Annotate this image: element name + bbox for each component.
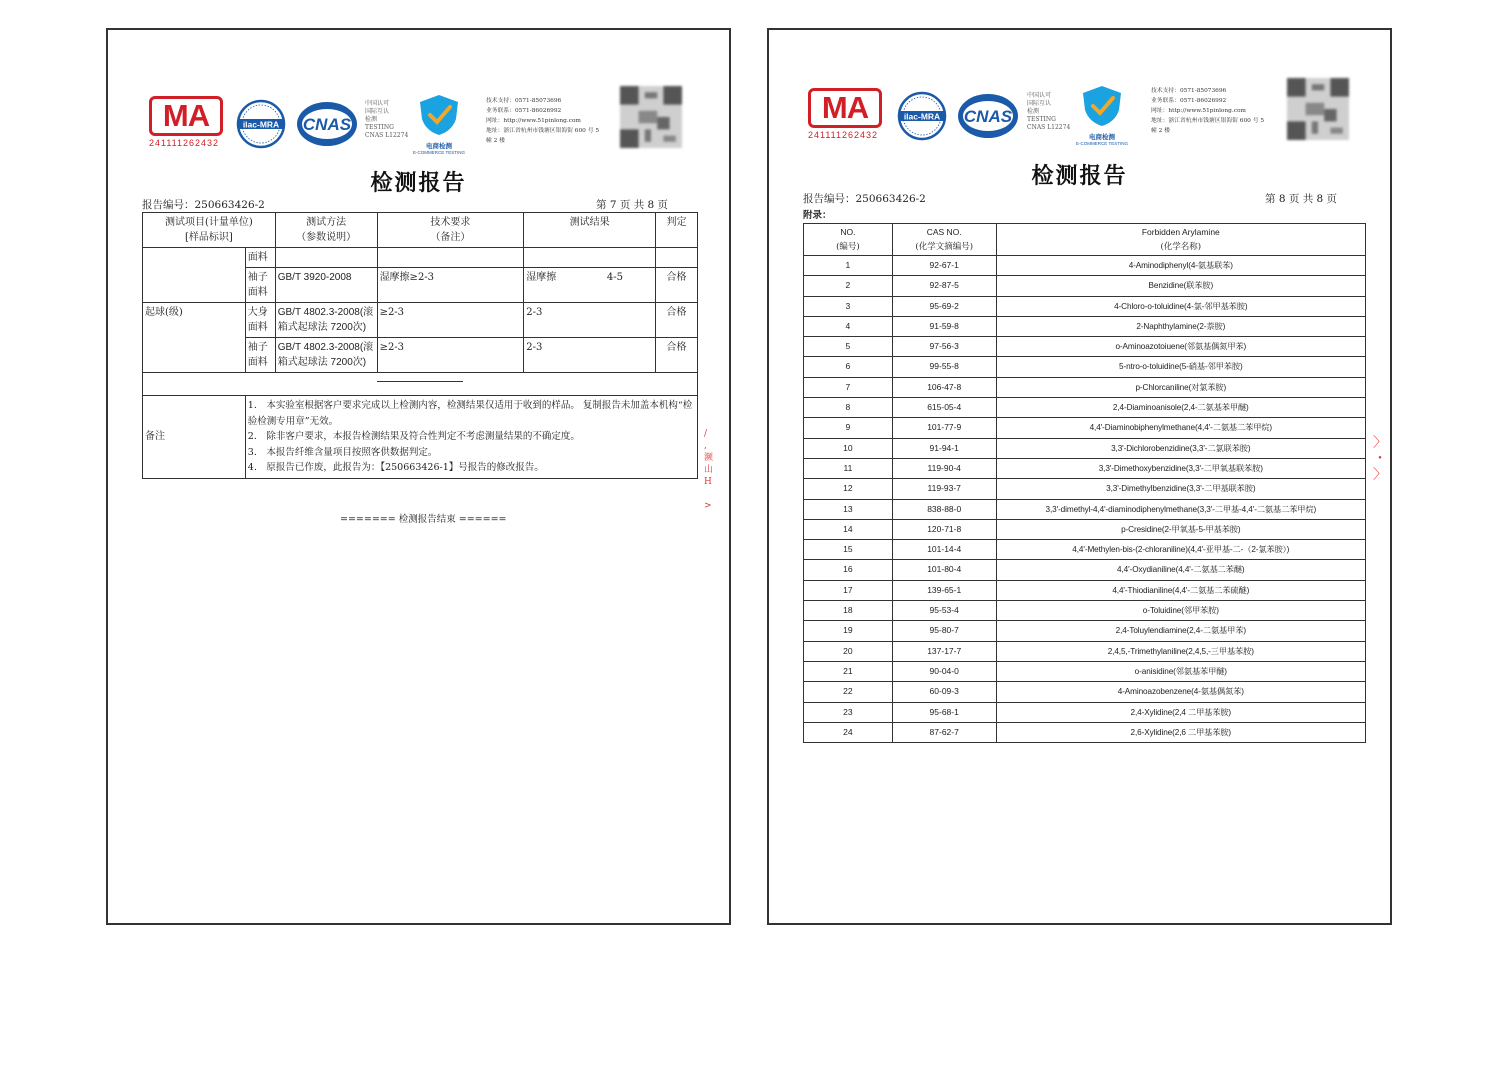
cell-no: 7 <box>804 377 893 397</box>
cell-name: 3,3'-Dimethylbenzidine(3,3'-二甲基联苯胺) <box>996 479 1365 499</box>
cell-cas: 106-47-8 <box>892 377 996 397</box>
page-info: 第 7 页 共 8 页 <box>596 199 669 211</box>
remarks-row: 备注 1. 本实验室根据客户要求完成以上检测内容，检测结果仅适用于收到的样品。 复制报告未加盖本机构“检验检测专用章”无效。 2. 除非客户要求，本报告检测结果及符合性判定不考虑测量结果的不确定度。 3. 本报告纤维含量项目按照客供数据判定。 4. 原报告已作废，此报告为：【250663426-1】号报告的修改报告。 <box>143 396 698 479</box>
cell-name: 2-Naphthylamine(2-萘胺) <box>996 316 1365 336</box>
cell-name: p-Cresidine(2-甲氧基-5-甲基苯胺) <box>996 519 1365 539</box>
cell-name: o-Toluidine(邻甲苯胺) <box>996 601 1365 621</box>
table-row <box>804 296 1366 316</box>
cell-no: 1 <box>804 256 893 276</box>
table-row <box>804 479 1366 499</box>
separator-row <box>143 373 698 396</box>
cell-cas: 91-59-8 <box>892 316 996 336</box>
cell-cas: 99-55-8 <box>892 357 996 377</box>
ilac-mra-logo <box>897 91 947 141</box>
cell-no: 22 <box>804 682 893 702</box>
cell-name: 4-Chloro-o-toluidine(4-氯-邻甲基苯胺) <box>996 296 1365 316</box>
remarks-text: 1. 本实验室根据客户要求完成以上检测内容，检测结果仅适用于收到的样品。 复制报告未加盖本机构“检验检测专用章”无效。 2. 除非客户要求，本报告检测结果及符合性判定不考虑测量结果的不确定度。 3. 本报告纤维含量项目按照客供数据判定。 4. 原报告已作废，此报告为：【250663426-1】号报告的修改报告。 <box>245 396 697 479</box>
table-row <box>804 560 1366 580</box>
cell-no: 21 <box>804 661 893 681</box>
table-row <box>804 418 1366 438</box>
cell-cas: 101-14-4 <box>892 540 996 560</box>
report-number: 报告编号：250663426-2 <box>803 193 926 205</box>
cnas-logo <box>295 99 359 149</box>
appendix-label: 附录： <box>803 210 832 221</box>
cell-name: 4,4'-Diaminobiphenylmethane(4,4'-二氨基二苯甲烷) <box>996 418 1365 438</box>
cell-name: o-Aminoazotoiuene(邻氨基偶氮甲苯) <box>996 337 1365 357</box>
cell-cas: 119-93-7 <box>892 479 996 499</box>
table-row <box>804 621 1366 641</box>
table-row: 袖子面料 GB/T 3920-2008 湿摩擦≥2-3 湿摩擦 4-5 合格 <box>143 268 698 303</box>
ilac-mra-logo <box>236 99 286 149</box>
table-row <box>804 641 1366 661</box>
cell-no: 20 <box>804 641 893 661</box>
cell-name: 3,3'-Dichlorobenzidine(3,3'-二氯联苯胺) <box>996 438 1365 458</box>
table-row <box>804 682 1366 702</box>
cell-no: 19 <box>804 621 893 641</box>
cell-no: 5 <box>804 337 893 357</box>
arylamine-table <box>803 223 1366 743</box>
cell-cas: 60-09-3 <box>892 682 996 702</box>
cell-no: 10 <box>804 438 893 458</box>
table-row <box>804 702 1366 722</box>
page-info: 第 8 页 共 8 页 <box>1265 193 1338 205</box>
cell-name: Benzidine(联苯胺) <box>996 276 1365 296</box>
cell-no: 18 <box>804 601 893 621</box>
divider <box>377 381 463 382</box>
test-results-table <box>142 212 698 479</box>
page-title: 检测报告 <box>1031 163 1128 189</box>
cell-cas: 119-90-4 <box>892 458 996 478</box>
cell-no: 17 <box>804 580 893 600</box>
cell-cas: 92-67-1 <box>892 256 996 276</box>
cell-cas: 101-80-4 <box>892 560 996 580</box>
table-row: 面料 <box>143 248 698 268</box>
table-row <box>804 256 1366 276</box>
table-row <box>804 540 1366 560</box>
shield-check-icon <box>1071 84 1133 128</box>
svg-text:ilac-MRA: ilac-MRA <box>903 111 941 122</box>
cma-logo: MA 241111262432 <box>149 96 227 148</box>
table-row: 袖子面料 GB/T 4802.3-2008(滚箱式起球法 7200次) ≥2-3 2-3 合格 <box>143 338 698 373</box>
cell-name: 3,3'-dimethyl-4,4'-diaminodiphenylmethane(3,3'-二甲基-4,4'-二氨基二苯甲烷) <box>996 499 1365 519</box>
table-row <box>804 722 1366 742</box>
cell-name: 3,3'-Dimethoxybenzidine(3,3'-二甲氧基联苯胺) <box>996 458 1365 478</box>
cell-no: 16 <box>804 560 893 580</box>
cell-cas: 120-71-8 <box>892 519 996 539</box>
cell-cas: 101-77-9 <box>892 418 996 438</box>
shield-check-icon <box>408 93 470 137</box>
contact-info: 技术支持：0571-85073696 业务联系：0571-86026992 网址：http://www.51pinlong.com 地址：浙江省杭州市钱塘区银海街 600 号 5 幢 2 楼 <box>1151 88 1265 134</box>
cell-name: o-anisidine(邻氨基苯甲醚) <box>996 661 1365 681</box>
cell-cas: 139-65-1 <box>892 580 996 600</box>
table-header-row: NO. (编号) CAS NO. (化学文摘编号) Forbidden Arylamine (化学名称) <box>804 224 1366 256</box>
cell-name: 4-Aminodiphenyl(4-氨基联苯) <box>996 256 1365 276</box>
cert-text: 中国认可 国际互认 检测 TESTING CNAS L12274 <box>1027 92 1071 131</box>
cell-name: p-Chlorcaniline(对氯苯胺) <box>996 377 1365 397</box>
cell-no: 4 <box>804 316 893 336</box>
cell-no: 13 <box>804 499 893 519</box>
table-row <box>804 458 1366 478</box>
report-end-text: ======= 检测报告结束 ====== <box>340 514 507 525</box>
cell-cas: 838-88-0 <box>892 499 996 519</box>
cert-text: 中国认可 国际互认 检测 TESTING CNAS L12274 <box>365 100 409 139</box>
svg-text:ilac-MRA: ilac-MRA <box>242 119 280 130</box>
ecommerce-testing-logo: 电商检测 E-COMMERCE TESTING <box>1071 84 1133 142</box>
svg-text:CNAS: CNAS <box>302 115 352 134</box>
cnas-logo <box>956 91 1020 141</box>
table-header-row: 测试项目(计量单位) [样品标识] 测试方法 （参数说明） 技术要求 （备注） 测试结果 判定 <box>143 213 698 248</box>
cell-no: 6 <box>804 357 893 377</box>
cell-name: 2,4,5,-Trimethylaniline(2,4,5,-三甲基苯胺) <box>996 641 1365 661</box>
table-row <box>804 519 1366 539</box>
cell-name: 2,4-Xylidine(2,4 二甲基苯胺) <box>996 702 1365 722</box>
svg-text:CNAS: CNAS <box>963 107 1013 126</box>
table-row <box>804 276 1366 296</box>
cell-cas: 87-62-7 <box>892 722 996 742</box>
cell-cas: 97-56-3 <box>892 337 996 357</box>
page-title: 检测报告 <box>370 170 467 196</box>
cell-no: 11 <box>804 458 893 478</box>
seal-stamp-edge: 〉 ・ 〉 <box>1373 435 1387 483</box>
cell-name: 4,4'-Thiodianiline(4,4'-二氨基二苯硫醚) <box>996 580 1365 600</box>
cell-no: 9 <box>804 418 893 438</box>
cell-name: 2,6-Xylidine(2,6 二甲基苯胺) <box>996 722 1365 742</box>
cell-no: 24 <box>804 722 893 742</box>
cell-name: 2,4-Diaminoanisole(2,4-二氨基苯甲醚) <box>996 398 1365 418</box>
cell-no: 14 <box>804 519 893 539</box>
report-number: 报告编号：250663426-2 <box>142 199 265 211</box>
cell-no: 23 <box>804 702 893 722</box>
qr-code <box>620 86 682 148</box>
cell-no: 2 <box>804 276 893 296</box>
cell-cas: 95-53-4 <box>892 601 996 621</box>
cell-no: 3 <box>804 296 893 316</box>
cell-name: 2,4-Toluylendiamine(2,4-二氨基甲苯) <box>996 621 1365 641</box>
cell-cas: 615-05-4 <box>892 398 996 418</box>
report-page-8 <box>767 28 1392 925</box>
table-row <box>804 377 1366 397</box>
table-row <box>804 499 1366 519</box>
contact-info: 技术支持：0571-85073696 业务联系：0571-86026992 网址：http://www.51pinlong.com 地址：浙江省杭州市钱塘区银海街 600 号 5 幢 2 楼 <box>486 98 600 144</box>
cell-name: 5-ntro-o-toluidine(5-硝基-邻甲苯胺) <box>996 357 1365 377</box>
cell-name: 4-Aminoazobenzene(4-氨基偶氮苯) <box>996 682 1365 702</box>
cell-name: 4,4'-Oxydianiline(4,4'-二氨基二苯醚) <box>996 560 1365 580</box>
cell-cas: 91-94-1 <box>892 438 996 458</box>
cell-name: 4,4'-Methylen-bis-(2-chloraniline)(4,4'-亚甲基-二-（2-氯苯胺）) <box>996 540 1365 560</box>
table-row: 起球(级) 大身面料 GB/T 4802.3-2008(滚箱式起球法 7200次) ≥2-3 2-3 合格 <box>143 303 698 338</box>
cell-no: 12 <box>804 479 893 499</box>
cell-cas: 137-17-7 <box>892 641 996 661</box>
cell-cas: 95-68-1 <box>892 702 996 722</box>
table-row <box>804 438 1366 458</box>
cma-logo: MA 241111262432 <box>808 88 886 140</box>
qr-code <box>1287 78 1349 140</box>
cell-cas: 90-04-0 <box>892 661 996 681</box>
seal-stamp-edge: / , 濒 山 H > <box>704 429 714 511</box>
table-row <box>804 601 1366 621</box>
cell-cas: 92-87-5 <box>892 276 996 296</box>
table-row <box>804 398 1366 418</box>
table-row <box>804 337 1366 357</box>
table-row <box>804 357 1366 377</box>
table-row <box>804 661 1366 681</box>
ecommerce-testing-logo: 电商检测 E-COMMERCE TESTING <box>408 93 470 151</box>
report-page-7 <box>106 28 731 925</box>
table-row <box>804 316 1366 336</box>
cell-no: 8 <box>804 398 893 418</box>
cell-cas: 95-69-2 <box>892 296 996 316</box>
cell-cas: 95-80-7 <box>892 621 996 641</box>
table-row <box>804 580 1366 600</box>
cell-no: 15 <box>804 540 893 560</box>
